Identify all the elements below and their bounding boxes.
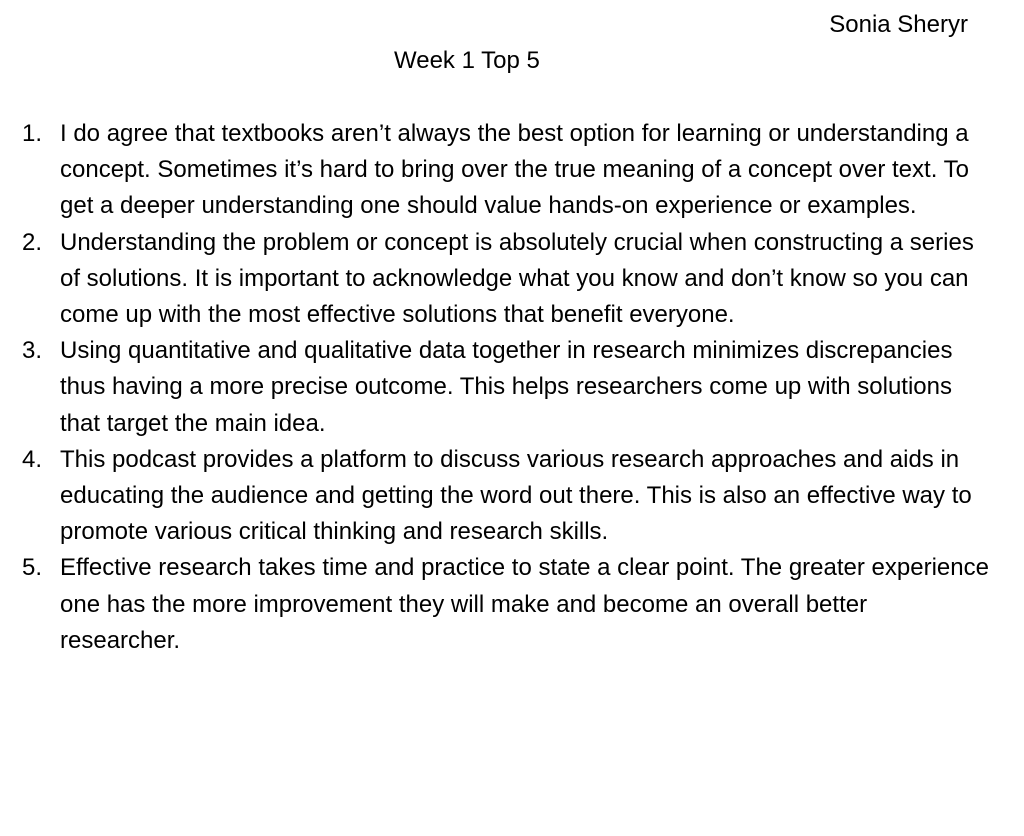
top-five-list bbox=[0, 116, 990, 659]
list-item-1 bbox=[0, 116, 990, 225]
list-item-4 bbox=[0, 442, 990, 551]
list-item-text: Using quantitative and qualitative data together in research minimizes discrepancies thus having a more precise outcome. This helps researchers come up with solutions that target the main idea. bbox=[60, 337, 953, 437]
list-item-number: 1. bbox=[22, 120, 43, 147]
list-item-text: Understanding the problem or concept is absolutely crucial when constructing a series of solutions. It is important to acknowledge what you know and don’t know so you can come up with the most effective solutions that benefit everyone. bbox=[60, 228, 974, 329]
list-item-2 bbox=[0, 225, 990, 334]
list-item-number: 3. bbox=[22, 337, 43, 365]
list-item-number: 4. bbox=[22, 445, 43, 473]
list-item-text: This podcast provides a platform to discuss various research approaches and aids in educating the audience and getting the word out there. This is also an effective way to promote various critical thinking and research skills. bbox=[60, 445, 972, 546]
list-item-number: 2. bbox=[22, 228, 43, 256]
list-item-5 bbox=[0, 550, 990, 659]
list-item-text: Effective research takes time and practice to state a clear point. The greater experience one has the more improvement they will make and become an overall better researcher. bbox=[60, 554, 989, 654]
page-title: Week 1 Top 5 bbox=[394, 47, 540, 74]
author-name: Sonia Sheryr bbox=[829, 11, 968, 38]
list-item-text: I do agree that textbooks aren’t always the best option for learning or understanding a concept. Sometimes it’s hard to bring over the true meaning of a concept over text. To get a deeper understanding one should value hands-on experience or examples. bbox=[60, 120, 969, 220]
list-item-number: 5. bbox=[22, 554, 43, 582]
list-item-3 bbox=[0, 333, 990, 442]
